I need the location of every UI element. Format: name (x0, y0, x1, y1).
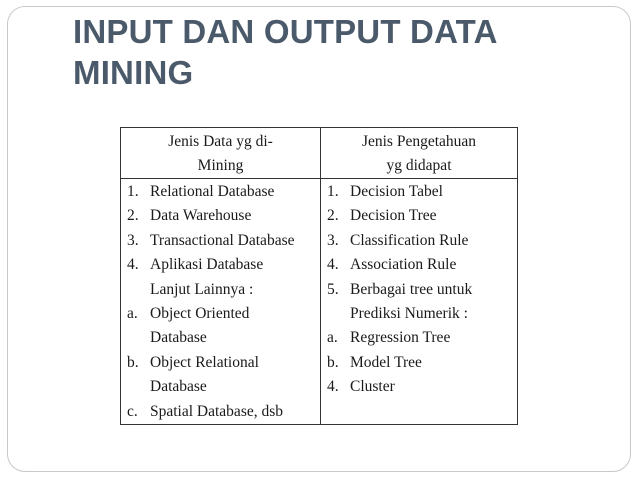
list-item-text: Regression Tree (350, 329, 451, 347)
list-item (121, 180, 320, 204)
list-item-text: Relational Database (150, 183, 275, 200)
list-item-text: Prediksi Numerik : (350, 305, 468, 323)
list-item-text: Aplikasi Database (150, 256, 264, 274)
list-item (321, 351, 517, 375)
list-item-text: Classification Rule (350, 231, 469, 249)
list-marker: 4. (327, 378, 339, 396)
list-item-text: Database (150, 378, 207, 396)
list-item-text: Lanjut Lainnya : (150, 280, 254, 298)
list-item-text: Decision Tabel (350, 183, 443, 200)
list-item-text: Transactional Database (150, 231, 295, 249)
comparison-table-wrapper (120, 127, 518, 425)
list-item (321, 180, 517, 204)
list-marker: 3. (127, 231, 139, 249)
list-marker: 4. (127, 256, 139, 274)
list-marker: b. (327, 353, 339, 371)
list-item (321, 375, 517, 399)
header-input-data (121, 128, 321, 179)
list-item-text: Database (150, 329, 207, 347)
table-header-row (121, 128, 518, 179)
list-item-continuation (121, 375, 320, 399)
input-data-list (121, 179, 321, 425)
list-item (321, 326, 517, 350)
table-body-row (121, 179, 518, 425)
list-item-continuation (321, 302, 517, 326)
list-item (121, 229, 320, 253)
list-marker: b. (127, 353, 139, 371)
list-item (121, 253, 320, 277)
list-marker: 2. (327, 207, 339, 225)
list-item (321, 229, 517, 253)
comparison-table (120, 127, 518, 425)
list-item-text: Spatial Database, dsb (150, 402, 284, 420)
list-item-text: Data Warehouse (150, 207, 252, 225)
output-knowledge-list (321, 179, 518, 425)
list-item-text: Cluster (350, 378, 395, 396)
list-item-text: Object Relational (150, 353, 259, 371)
list-item-text: Model Tree (350, 353, 422, 371)
list-item-continuation (121, 278, 320, 302)
list-marker: 3. (327, 231, 339, 249)
list-marker: 1. (127, 183, 139, 200)
list-item (121, 204, 320, 228)
header-output-knowledge (321, 128, 518, 179)
list-marker: 4. (327, 256, 339, 274)
list-marker: 2. (127, 207, 139, 225)
list-marker: 5. (327, 280, 339, 298)
list-marker: a. (327, 329, 338, 347)
list-item-text: Decision Tree (350, 207, 437, 225)
list-item (121, 302, 320, 326)
header-line: Jenis Data yg di- (168, 133, 273, 150)
list-item-text: Object Oriented (150, 305, 250, 323)
list-item-text: Berbagai tree untuk (350, 280, 473, 298)
slide-title: INPUT DAN OUTPUT DATA MINING (73, 13, 497, 91)
list-item (321, 278, 517, 302)
list-marker: a. (127, 305, 138, 323)
list-marker: 1. (327, 183, 339, 200)
header-line: yg didapat (386, 157, 452, 174)
list-item-text: Association Rule (350, 256, 457, 274)
list-item (321, 253, 517, 277)
list-marker: c. (127, 402, 138, 420)
list-item (321, 204, 517, 228)
header-line: Jenis Pengetahuan (361, 133, 477, 150)
list-item (121, 400, 320, 424)
header-line: Mining (197, 157, 244, 174)
list-item (121, 351, 320, 375)
list-item-continuation (121, 326, 320, 350)
